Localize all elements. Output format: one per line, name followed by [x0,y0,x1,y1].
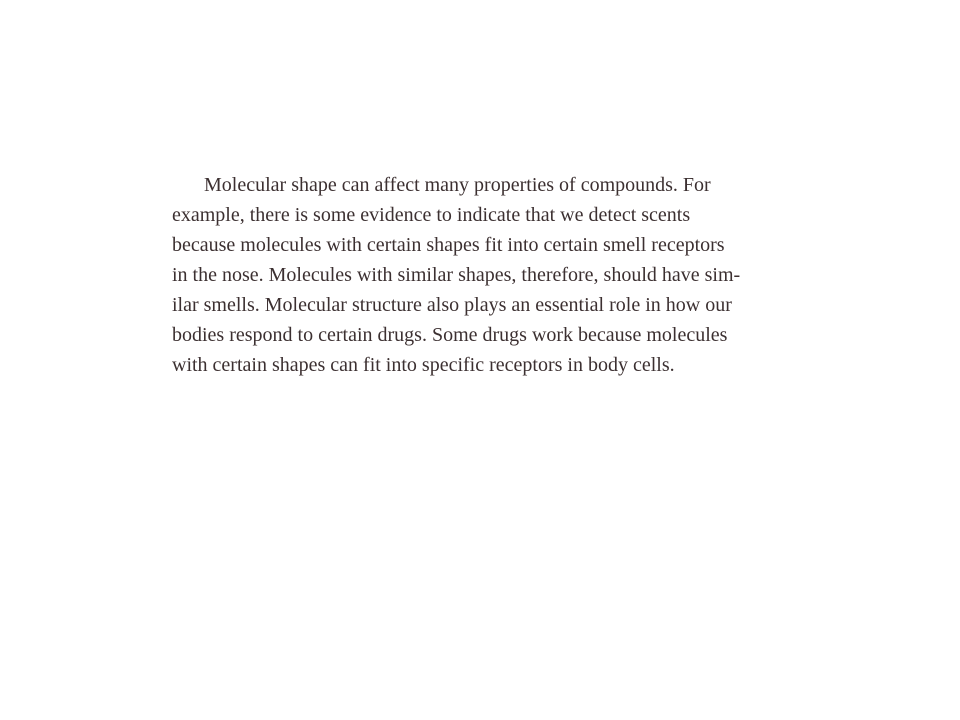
paragraph-line-4: in the nose. Molecules with similar shapes, therefore, should have sim- [172,264,741,286]
body-paragraph [172,170,812,380]
paragraph-line-5: ilar smells. Molecular structure also plays an essential role in how our [172,294,732,316]
paragraph-line-7: with certain shapes can fit into specific receptors in body cells. [172,354,675,376]
paragraph-line-6: bodies respond to certain drugs. Some drugs work because molecules [172,324,728,346]
paragraph-line-2: example, there is some evidence to indicate that we detect scents [172,204,691,226]
paragraph-line-3: because molecules with certain shapes fit into certain smell receptors [172,234,725,256]
paragraph-line-1: Molecular shape can affect many properties of compounds. For [204,174,711,196]
